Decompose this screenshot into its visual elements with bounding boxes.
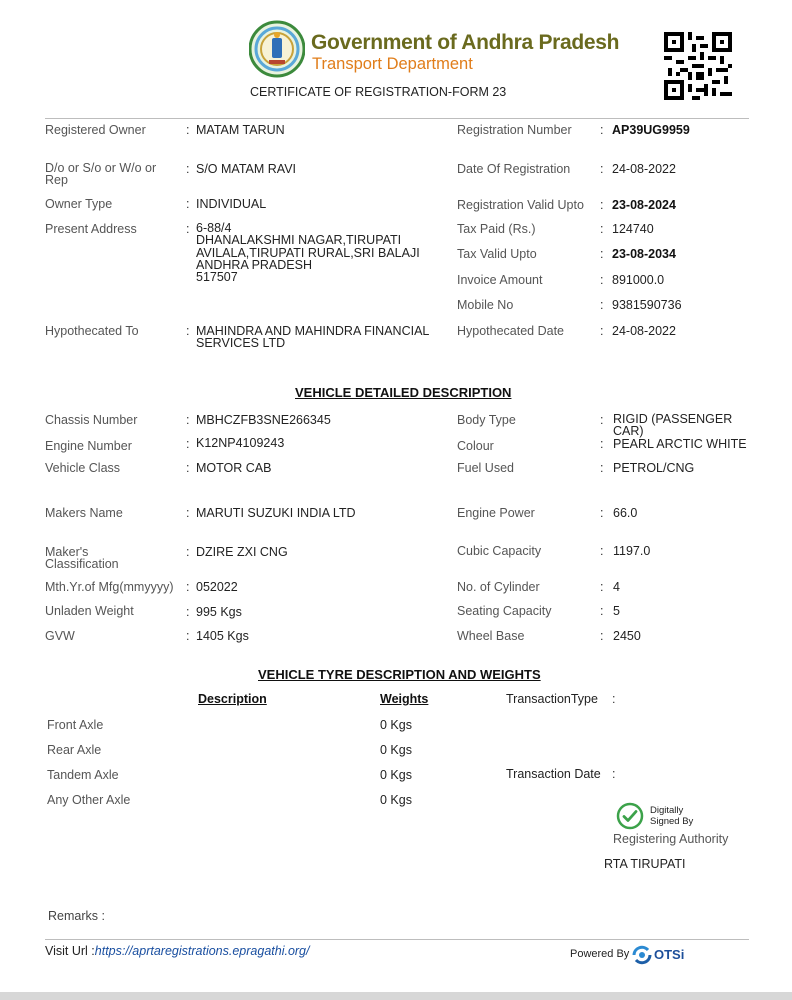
engine-number-value: K12NP4109243 xyxy=(196,436,285,450)
tax-valid-label: Tax Valid Upto xyxy=(457,247,537,261)
tax-paid-label: Tax Paid (Rs.) xyxy=(457,222,536,236)
tyre-section-title: VEHICLE TYRE DESCRIPTION AND WEIGHTS xyxy=(258,667,541,682)
front-axle-value: 0 Kgs xyxy=(380,718,412,732)
separator: : xyxy=(186,506,190,520)
visit-url-link[interactable]: https://aprtaregistrations.epragathi.org/ xyxy=(94,944,310,958)
cylinder-label: No. of Cylinder xyxy=(457,580,540,594)
powered-by-label: Powered By xyxy=(570,948,630,960)
engine-power-value: 66.0 xyxy=(613,506,638,520)
separator: : xyxy=(186,545,190,559)
separator: : xyxy=(600,123,604,137)
government-title: Government of Andhra Pradesh xyxy=(311,31,620,54)
invoice-amount-label: Invoice Amount xyxy=(457,273,543,287)
relation-label: D/o or S/o or W/o or Rep xyxy=(45,161,157,187)
registration-date-value: 24-08-2022 xyxy=(612,162,676,176)
mobile-label: Mobile No xyxy=(457,298,514,312)
separator: : xyxy=(600,273,604,287)
seating-value: 5 xyxy=(613,604,620,618)
address-line: 6-88/4 xyxy=(196,221,232,235)
separator: : xyxy=(600,162,604,176)
transaction-date-value: : xyxy=(612,767,616,781)
separator: : xyxy=(186,324,190,338)
separator: : xyxy=(600,437,604,451)
rta-office: RTA TIRUPATI xyxy=(604,857,686,871)
separator: : xyxy=(186,222,190,236)
transaction-type-value: : xyxy=(612,692,616,706)
mfg-value: 052022 xyxy=(196,580,238,594)
fuel-value: PETROL/CNG xyxy=(613,461,695,475)
hypothecated-date-value: 24-08-2022 xyxy=(612,324,676,338)
separator: : xyxy=(600,580,604,594)
vehicle-class-value: MOTOR CAB xyxy=(196,461,272,475)
wheel-base-label: Wheel Base xyxy=(457,629,525,643)
makers-classification-value: DZIRE ZXI CNG xyxy=(196,545,288,559)
powered-by-row xyxy=(570,948,629,960)
transaction-date-label: Transaction Date xyxy=(506,767,601,781)
footer-divider xyxy=(45,939,749,940)
registration-number-label: Registration Number xyxy=(457,123,572,137)
address-line: DHANALAKSHMI NAGAR,TIRUPATI xyxy=(196,233,402,248)
visit-url-row xyxy=(45,944,310,958)
registration-date-label: Date Of Registration xyxy=(457,162,571,176)
fuel-label: Fuel Used xyxy=(457,461,514,475)
separator: : xyxy=(600,544,604,558)
wheel-base-value: 2450 xyxy=(613,629,641,643)
rear-axle-label: Rear Axle xyxy=(47,743,102,757)
separator: : xyxy=(186,605,190,619)
engine-number-label: Engine Number xyxy=(45,439,132,453)
certificate-title: CERTIFICATE OF REGISTRATION-FORM 23 xyxy=(250,85,507,99)
remarks-label: Remarks : xyxy=(48,909,105,923)
otsi-logo-icon xyxy=(631,945,653,965)
separator: : xyxy=(186,580,190,594)
relation-value: S/O MATAM RAVI xyxy=(196,162,297,176)
unladen-weight-value: 995 Kgs xyxy=(196,605,242,619)
address-line: 517507 xyxy=(196,270,238,285)
body-type-label: Body Type xyxy=(457,413,516,427)
makers-name-value: MARUTI SUZUKI INDIA LTD xyxy=(196,506,356,520)
tandem-axle-value: 0 Kgs xyxy=(380,768,412,782)
separator: : xyxy=(600,222,604,236)
transaction-type-label: TransactionType xyxy=(506,692,598,706)
weights-column-header: Weights xyxy=(380,692,429,706)
separator: : xyxy=(186,629,190,643)
signed-line-2: Signed By xyxy=(650,816,694,827)
colour-value: PEARL ARCTIC WHITE xyxy=(613,437,747,451)
tax-paid-value: 124740 xyxy=(612,222,654,236)
registered-owner-label: Registered Owner xyxy=(45,123,146,137)
digitally-signed-check-icon xyxy=(616,802,644,830)
body-type-value: RIGID (PASSENGER CAR) xyxy=(613,412,733,438)
present-address-value xyxy=(196,222,420,283)
colour-label: Colour xyxy=(457,439,494,453)
chassis-value: MBHCZFB3SNE266345 xyxy=(196,413,331,427)
vehicle-section-title: VEHICLE DETAILED DESCRIPTION xyxy=(295,385,512,400)
separator: : xyxy=(600,198,604,212)
owner-type-value: INDIVIDUAL xyxy=(196,197,267,211)
address-line: ANDHRA PRADESH xyxy=(196,257,312,272)
chassis-label: Chassis Number xyxy=(45,413,138,427)
tandem-axle-label: Tandem Axle xyxy=(47,768,119,782)
page-bottom-edge xyxy=(0,992,792,1000)
gvw-value: 1405 Kgs xyxy=(196,629,249,643)
gvw-label: GVW xyxy=(45,629,75,643)
separator: : xyxy=(186,437,190,451)
present-address-label: Present Address xyxy=(45,222,137,236)
separator: : xyxy=(186,162,190,176)
cubic-capacity-value: 1197.0 xyxy=(613,544,651,558)
registered-owner-value: MATAM TARUN xyxy=(196,123,285,137)
otsi-brand: OTSi xyxy=(654,947,685,962)
separator: : xyxy=(186,123,190,137)
other-axle-value: 0 Kgs xyxy=(380,793,412,807)
rear-axle-value: 0 Kgs xyxy=(380,743,412,757)
separator: : xyxy=(186,197,190,211)
department-title: Transport Department xyxy=(312,55,473,73)
separator: : xyxy=(600,324,604,338)
registration-number-value: AP39UG9959 xyxy=(612,123,690,137)
other-axle-label: Any Other Axle xyxy=(47,793,131,807)
invoice-amount-value: 891000.0 xyxy=(612,273,665,287)
separator: : xyxy=(186,413,190,427)
owner-type-label: Owner Type xyxy=(45,197,113,211)
separator: : xyxy=(600,413,604,427)
makers-name-label: Makers Name xyxy=(45,506,123,520)
address-line: AVILALA,TIRUPATI RURAL,SRI BALAJI xyxy=(196,245,420,260)
vehicle-class-label: Vehicle Class xyxy=(45,461,121,475)
registration-valid-value: 23-08-2024 xyxy=(612,198,676,212)
cubic-capacity-label: Cubic Capacity xyxy=(457,544,542,558)
tax-valid-value: 23-08-2034 xyxy=(612,247,676,261)
registering-authority: Registering Authority xyxy=(613,832,729,846)
hypothecated-to-label: Hypothecated To xyxy=(45,324,139,338)
hypothecated-to-value: MAHINDRA AND MAHINDRA FINANCIAL SERVICES LTD xyxy=(196,324,429,350)
seating-label: Seating Capacity xyxy=(457,604,552,618)
mfg-label: Mth.Yr.of Mfg(mmyyyy) xyxy=(45,580,174,594)
header-divider xyxy=(45,118,749,119)
separator: : xyxy=(600,506,604,520)
makers-classification-label: Maker's Classification xyxy=(45,545,119,571)
separator: : xyxy=(600,629,604,643)
signed-line-1: Digitally xyxy=(650,805,684,816)
description-column-header: Description xyxy=(198,692,267,706)
engine-power-label: Engine Power xyxy=(457,506,535,520)
visit-url-label: Visit Url : xyxy=(45,944,95,958)
qr-code-icon[interactable] xyxy=(664,32,732,100)
separator: : xyxy=(600,298,604,312)
hypothecated-date-label: Hypothecated Date xyxy=(457,324,565,338)
cylinder-value: 4 xyxy=(613,580,620,594)
separator: : xyxy=(600,604,604,618)
separator: : xyxy=(600,247,604,261)
unladen-weight-label: Unladen Weight xyxy=(45,604,134,618)
separator: : xyxy=(186,461,190,475)
registration-valid-label: Registration Valid Upto xyxy=(457,198,584,212)
ap-emblem-logo xyxy=(249,18,305,80)
mobile-value: 9381590736 xyxy=(612,298,682,312)
digitally-signed-text xyxy=(650,805,693,827)
separator: : xyxy=(600,461,604,475)
front-axle-label: Front Axle xyxy=(47,718,104,732)
